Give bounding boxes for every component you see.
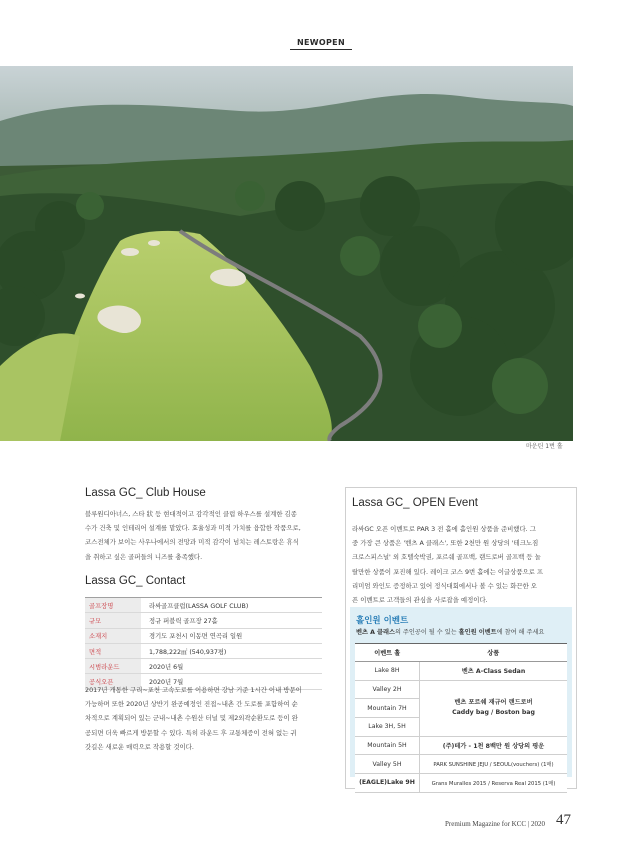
table-row bbox=[85, 643, 322, 658]
section-tag bbox=[290, 38, 352, 50]
open-event-line: 라싸GC 오픈 이벤트로 PAR 3 전 홀에 홀인원 상품을 준비했다. 그 bbox=[352, 525, 536, 533]
subtitle-end: 에 참여 해 주세요 bbox=[496, 629, 545, 636]
contact-key: 규모 bbox=[85, 613, 141, 628]
contact-value: 경기도 포천시 이동면 연곡리 일원 bbox=[141, 628, 322, 643]
contact-value: 라싸골프클럽(LASSA GOLF CLUB) bbox=[141, 598, 322, 613]
page-number: 47 bbox=[556, 812, 571, 828]
column-header-prize: 상품 bbox=[420, 644, 568, 662]
event-prize: Grans Muralles 2015 / Reserva Real 2015 (1매) bbox=[420, 774, 568, 793]
club-house-paragraph bbox=[85, 507, 325, 564]
event-hole: Mountain 5H bbox=[355, 736, 420, 755]
contact-table bbox=[85, 597, 322, 690]
event-prize-merged bbox=[420, 680, 568, 736]
event-hole: (EAGLE)Lake 9H bbox=[355, 774, 420, 793]
access-line: 갓길은 새로운 매력으로 작용할 것이다. bbox=[85, 742, 194, 751]
open-event-paragraph bbox=[352, 522, 570, 607]
hole-in-one-title: 홀인원 이벤트 bbox=[356, 616, 409, 626]
club-house-line: 수가 건축 및 인테리어 설계를 맡았다. 효율성과 미적 가치를 융합한 작품으로, bbox=[85, 524, 301, 533]
hole-in-one-table bbox=[355, 643, 567, 793]
table-row bbox=[355, 736, 567, 755]
contact-value: 2020년 6월 bbox=[141, 659, 322, 674]
table-row bbox=[355, 774, 567, 793]
club-house-line: 코스전체가 보이는 사우나에서의 전망과 미적 감각이 넘치는 레스토랑은 휴식 bbox=[85, 538, 299, 547]
club-house-line: 블루원디아너스, 스타 狀 등 현대적이고 감각적인 클럽 하우스를 설계한 김종 bbox=[85, 510, 297, 518]
contact-value: 정규 퍼블릭 골프장 27홀 bbox=[141, 613, 322, 628]
event-prize: 벤츠 A-Class Sedan bbox=[420, 662, 568, 681]
access-line: 공되면 더욱 빠르게 방문할 수 있다. 특히 라운드 후 교통체증이 전혀 없는 귀 bbox=[85, 728, 297, 737]
contact-key: 골프장명 bbox=[85, 598, 141, 613]
footer-year: 2020 bbox=[530, 820, 545, 828]
footer-magazine bbox=[445, 820, 545, 828]
footer-separator: | bbox=[527, 820, 530, 828]
golf-course-photo bbox=[0, 66, 573, 441]
table-row bbox=[85, 598, 322, 613]
event-prize-line: 벤츠 포르쉐 재규어 랜드로버 bbox=[454, 699, 533, 707]
table-row bbox=[85, 613, 322, 628]
subtitle-bold-car: 벤츠 A 클래스 bbox=[356, 629, 395, 636]
open-event-line: 크로스피스널' 외 호텔숙박권, 포르쉐 골프백, 랜드로버 골프백 등 놀 bbox=[352, 553, 541, 562]
open-event-heading: Lassa GC_ OPEN Event bbox=[352, 497, 478, 509]
contact-key: 면적 bbox=[85, 643, 141, 658]
event-hole: Mountain 7H bbox=[355, 699, 420, 718]
golf-course-aerial-image bbox=[0, 66, 573, 441]
access-line: 2017년 개통한 구리~포천 고속도로를 이용하면 강남 기준 1시간 이내 방문이 bbox=[85, 686, 302, 694]
event-prize: (주)테가 - 1천 8백만 원 상당의 평운 bbox=[420, 736, 568, 755]
club-house-heading: Lassa GC_ Club House bbox=[85, 487, 206, 499]
contact-key: 공식오픈 bbox=[85, 674, 141, 689]
contact-value: 1,788,222㎡ (540,937평) bbox=[141, 643, 322, 658]
photo-caption: 마운틴 1번 홀 bbox=[526, 443, 563, 450]
club-house-line: 을 취하고 싶은 골퍼들의 니즈를 충족했다. bbox=[85, 552, 203, 561]
table-row bbox=[355, 662, 567, 681]
access-paragraph bbox=[85, 683, 325, 754]
event-hole: Lake 8H bbox=[355, 662, 420, 681]
table-row bbox=[355, 755, 567, 774]
open-event-line: 중 가장 큰 상품은 '벤츠 A 클래스', 또한 2천만 원 상당의 '테크노짐 bbox=[352, 539, 539, 548]
section-tag-underline bbox=[290, 49, 352, 50]
section-tag-label: NEWOPEN bbox=[297, 38, 345, 47]
access-line: 가능하며 또한 2020년 상반기 완공예정인 진접~내촌 간 도로를 포함하여 순 bbox=[85, 700, 298, 709]
table-row bbox=[355, 680, 567, 699]
column-header-hole: 이벤트 홀 bbox=[355, 644, 420, 662]
event-hole: Lake 3H, 5H bbox=[355, 718, 420, 737]
open-event-line: 픈 이벤트로 고객들의 관심을 사로잡을 예정이다. bbox=[352, 596, 488, 605]
access-line: 차적으로 계획되어 있는 군내~내촌 수원산 터널 및 제2외곽순환도로 등이 완 bbox=[85, 714, 298, 723]
subtitle-middle: 의 주인공이 될 수 있는 bbox=[394, 629, 459, 636]
table-header-row bbox=[355, 644, 567, 662]
footer-magazine-name: Premium Magazine for KCC bbox=[445, 820, 527, 828]
event-hole: Valley 2H bbox=[355, 680, 420, 699]
subtitle-bold-event: 홀인원 이벤트 bbox=[458, 629, 497, 636]
open-event-line: 랄만한 상품이 포진해 있다. 레이크 코스 9번 홀에는 이글상품으로 프 bbox=[352, 567, 544, 576]
event-prize-line: Caddy bag / Boston bag bbox=[452, 709, 535, 717]
event-hole: Valley 5H bbox=[355, 755, 420, 774]
contact-key: 소재지 bbox=[85, 628, 141, 643]
hole-in-one-subtitle bbox=[356, 627, 544, 636]
contact-heading: Lassa GC_ Contact bbox=[85, 575, 186, 587]
event-prize: PARK SUNSHINE JEJU / SEOUL(vouchers) (1매) bbox=[420, 755, 568, 774]
table-row bbox=[85, 659, 322, 674]
open-event-line: 리미엄 와인도 증정하고 있어 정식대회에서나 볼 수 있는 화끈한 오 bbox=[352, 581, 537, 590]
table-row bbox=[85, 628, 322, 643]
contact-key: 시범라운드 bbox=[85, 659, 141, 674]
contact-value: 2020년 7월 bbox=[141, 674, 322, 689]
